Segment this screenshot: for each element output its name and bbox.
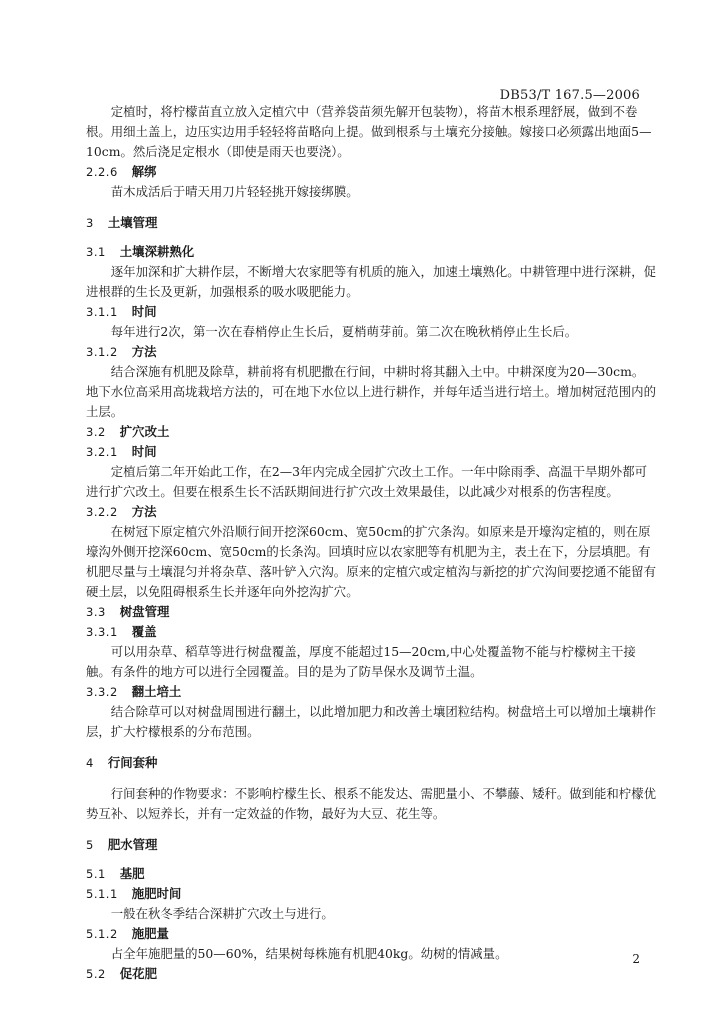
section-number: 3.1.2 [86,345,118,359]
section-title: 肥水管理 [107,837,158,852]
body-paragraph: 苗木成活后于晴天用刀片轻轻挑开嫁接绑膜。 [110,184,359,199]
body-paragraph: 一般在秋冬季结合深耕扩穴改土与进行。 [110,906,334,921]
section-title: 促花肥 [119,966,157,981]
section-number: 3.1.1 [86,305,118,319]
section-number: 4 [86,756,94,770]
section-heading [86,502,656,522]
spacer [86,202,656,213]
body-paragraph: 结合深施有机肥及除草，耕前将有机肥撒在行间，中耕时将其翻入土中。中耕深度为20—30cm。地下水位高采用高垅栽培方法的，可在地下水位以上进行耕作，并每年适当进行培土。增加树冠范围内的土层。 [86,364,656,419]
body-paragraph: 占全年施肥量的50—60%，结果树每株施有机肥40kg。幼树的情减量。 [110,946,508,961]
section-title: 行间套种 [107,755,158,770]
section-number: 2.2.6 [86,165,118,179]
section-heading [86,602,656,622]
body-paragraph: 行间套种的作物要求：不影响柠檬生长、根系不能发达、需肥量小、不攀藤、矮秆。做到能和柠檬优势互补、以短养长，并有一定效益的作物，最好为大豆、花生等。 [86,786,656,821]
section-heading [86,242,656,262]
section-title: 扩穴改土 [119,424,170,439]
section-heading [86,622,656,642]
section-title: 覆盖 [131,624,157,639]
section-title: 翻土培土 [131,684,182,699]
section-title: 时间 [131,444,157,459]
section-heading [86,302,656,322]
section-heading [86,442,656,462]
body-paragraph: 定植后第二年开始此工作，在2—3年内完成全园扩穴改土工作。一年中除雨季、高温干旱期外都可进行扩穴改土。但要在根系生长不活跃期间进行扩穴改土效果最佳，以此减少对根系的伤害程度。 [86,464,647,499]
body-paragraph: 定植时，将柠檬苗直立放入定植穴中（营养袋苗须先解开包装物），将苗木根系理舒展，做到不卷根。用细土盖上，边压实边用手轻轻将苗略向上提。做到根系与土壤充分接触。嫁接口必须露出地面5—10cm。然后浇足定根水（即使是雨天也要浇）。 [86,104,652,159]
section-title: 解绑 [131,164,157,179]
section-heading [86,682,656,702]
section-title: 方法 [131,504,157,519]
body-paragraph: 逐年加深和扩大耕作层，不断增大农家肥等有机质的施入，加速土壤熟化。中耕管理中进行深耕，促进根群的生长及更新，加强根系的吸水吸肥能力。 [86,264,656,299]
section-title: 时间 [131,304,157,319]
section-heading [86,162,656,182]
section-title: 施肥量 [131,926,169,941]
section-heading [86,342,656,362]
section-title: 土壤深耕熟化 [119,244,195,259]
section-heading [86,884,656,904]
section-number: 5.1.2 [86,927,118,941]
body-paragraph: 结合除草可以对树盘周围进行翻土，以此增加肥力和改善土壤团粒结构。树盘培土可以增加土壤耕作层，扩大柠檬根系的分布范围。 [86,704,656,739]
section-heading [86,835,656,855]
section-number: 3 [86,216,94,230]
section-number: 3.3 [86,605,106,619]
section-number: 5.1.1 [86,887,118,901]
spacer [86,855,656,864]
section-number: 3.2 [86,425,106,439]
body-paragraph: 可以用杂草、稻草等进行树盘覆盖，厚度不能超过15—20cm,中心处覆盖物不能与柠檬树主干接触。有条件的地方可以进行全园覆盖。目的是为了防旱保水及调节土温。 [86,644,636,679]
page-number: 2 [632,952,640,966]
spacer [86,824,656,835]
spacer [86,233,656,242]
section-heading [86,422,656,442]
body-paragraph: 每年进行2次，第一次在春梢停止生长后，夏梢萌芽前。第二次在晚秋梢停止生长后。 [110,324,578,339]
document-code: DB53/T 167.5—2006 [499,88,640,103]
section-heading [86,213,656,233]
body-paragraph: 在树冠下原定植穴外沿顺行间开挖深60cm、宽50cm的扩穴条沟。如原来是开壕沟定植的，则在原壕沟外侧开挖深60cm、宽50cm的长条沟。回填时应以农家肥等有机肥为主，表土在下，分层填肥。有机肥尽量与土壤混匀并将杂草、落叶铲入穴沟。原来的定植穴或定植沟与新挖的扩穴沟间要挖通不能留有硬土层，以免阻碍根系生长并逐年向外挖沟扩穴。 [86,524,656,599]
section-number: 5.1 [86,867,106,881]
section-title: 树盘管理 [119,604,170,619]
section-title: 基肥 [119,866,145,881]
section-heading [86,964,656,984]
section-number: 5 [86,838,94,852]
section-number: 3.1 [86,245,106,259]
section-number: 3.2.2 [86,505,118,519]
section-heading [86,864,656,884]
spacer [86,742,656,753]
section-heading [86,924,656,944]
document-body [86,102,656,984]
section-number: 5.2 [86,967,106,981]
section-heading [86,753,656,773]
section-number: 3.3.2 [86,685,118,699]
section-title: 施肥时间 [131,886,182,901]
section-title: 方法 [131,344,157,359]
section-number: 3.3.1 [86,625,118,639]
section-title: 土壤管理 [107,215,158,230]
section-number: 3.2.1 [86,445,118,459]
spacer [86,773,656,784]
